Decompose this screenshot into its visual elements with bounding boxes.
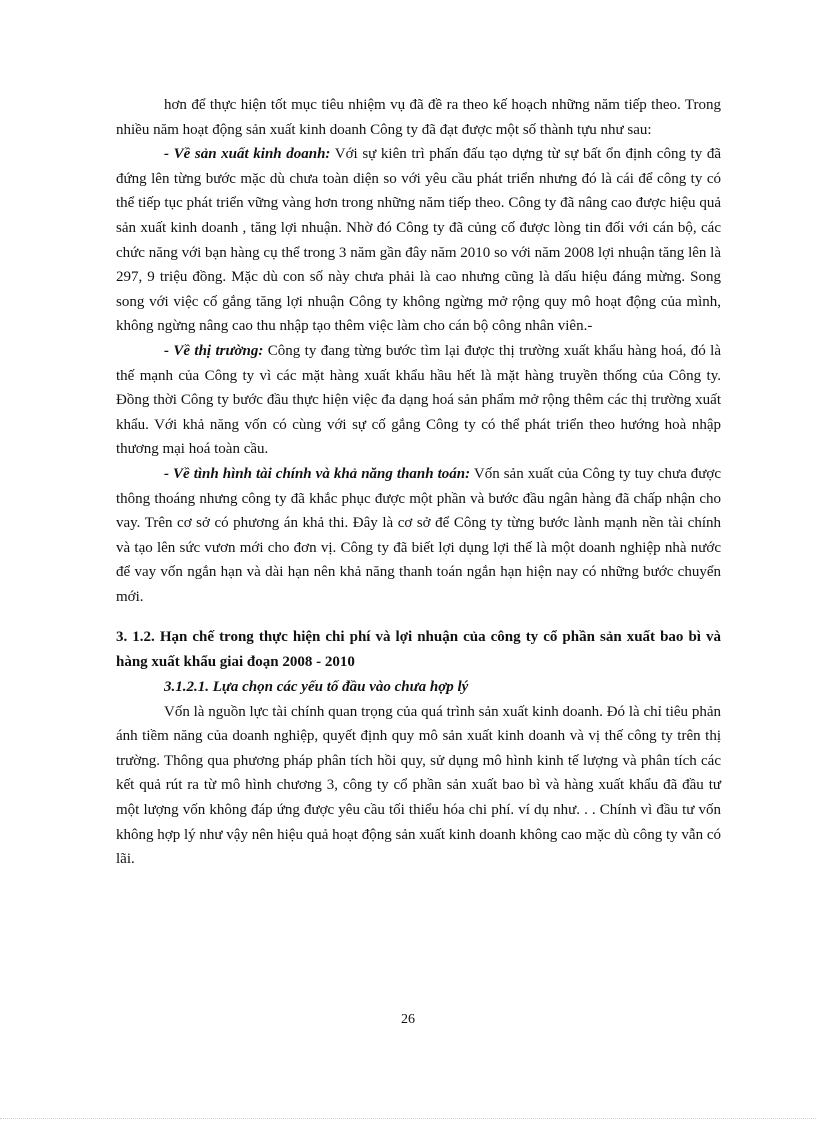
paragraph-lead: - Về thị trường: <box>164 342 264 359</box>
paragraph-text: hơn để thực hiện tốt mục tiêu nhiệm vụ đã đề ra theo kế hoạch những năm tiếp theo. Trong nhiều năm hoạt động sản xuất kinh doanh Công ty đã đạt được một số thành tựu như sau: <box>116 97 721 138</box>
paragraph-lead: - Về tình hình tài chính và khả năng thanh toán: <box>164 465 471 482</box>
paragraph-intro <box>116 93 721 142</box>
paragraph-business <box>116 142 721 339</box>
paragraph-closing: Vốn là nguồn lực tài chính quan trọng của quá trình sản xuất kinh doanh. Đó là chỉ tiêu phản ánh tiềm năng của doanh nghiệp, quyết định quy mô sản xuất kinh doanh và vị thế công ty trên thị trường. Thông qua phương pháp phân tích hồi quy, sử dụng mô hình kinh tế lượng và phân tích các kết quả rút ra từ mô hình chương 3, công ty cổ phần sản xuất bao bì và hàng xuất khẩu đã đầu tư một lượng vốn không đáp ứng được yêu cầu tối thiểu hóa chi phí. ví dụ như. . . Chính vì đầu tư vốn không hợp lý như vậy nên hiệu quả hoạt động sản xuất kinh doanh không cao mặc dù công ty vẫn có lãi. <box>116 703 721 868</box>
sub-heading: 3.1.2.1. Lựa chọn các yếu tố đầu vào chưa hợp lý <box>164 679 469 696</box>
paragraph-finance <box>116 462 721 610</box>
page-number: 26 <box>401 1012 415 1027</box>
paragraph-text: Với sự kiên trì phấn đấu tạo dựng từ sự bất ổn định công ty đã đứng lên từng bước mặc dù chưa toàn diện so với yêu cầu phát triển nhưng đó là cái để công ty có thể tiếp tục phát triển vững vàng hơn trong những năm tiếp theo. Công ty đã nâng cao được hiệu quả sản xuất kinh doanh , tăng lợi nhuận. Nhờ đó Công ty đã củng cố được lòng tin đối với cán bộ, các chức năng với bạn hàng cụ thể trong 3 năm gần đây năm 2010 so với năm 2008 lợi nhuận tăng lên là 297, 9 triệu đồng. Mặc dù con số này chưa phải là cao nhưng cũng là dấu hiệu đáng mừng. Song song với việc cố gắng tăng lợi nhuận Công ty không ngừng mở rộng quy mô hoạt động của mình, không ngừng nâng cao thu nhập tạo thêm việc làm cho cán bộ công nhân viên.- <box>116 146 721 335</box>
paragraph-text: Vốn sản xuất của Công ty tuy chưa được thông thoáng nhưng công ty đã khắc phục được một phần và bước đầu ngân hàng đã chấp nhận cho vay. Trên cơ sở có phương án khả thi. Đây là cơ sở để Công ty từng bước lành mạnh nền tài chính và tạo lên sức vươn mới cho đơn vị. Công ty đã biết lợi dụng lợi thế là một doanh nghiệp nhà nước để vay vốn ngắn hạn và dài hạn nên khả năng thanh toán ngắn hạn hiện nay có những bước chuyển mới. <box>116 465 721 605</box>
section-heading: 3. 1.2. Hạn chế trong thực hiện chi phí và lợi nhuận của công ty cổ phần sản xuất bao bì và hàng xuất khẩu giai đoạn 2008 - 2010 <box>116 629 721 671</box>
paragraph-lead: - Về sản xuất kinh doanh: <box>164 146 331 163</box>
document-page <box>116 93 721 872</box>
page-bottom-divider <box>0 1118 816 1119</box>
paragraph-text: Công ty đang từng bước tìm lại được thị trường xuất khẩu hàng hoá, đó là thế mạnh của Công ty vì các mặt hàng xuất khẩu hầu hết là mặt hàng truyền thống của Công ty. Đồng thời Công ty bước đầu thực hiện việc đa dạng hoá sản phẩm mở rộng thêm các thị trường xuất khẩu. Với khả năng vốn có cùng với sự cố gắng Công ty có thể phát triển theo hướng hoà nhập thương mại hoá toàn cầu. <box>116 342 722 458</box>
paragraph-market <box>116 339 721 462</box>
